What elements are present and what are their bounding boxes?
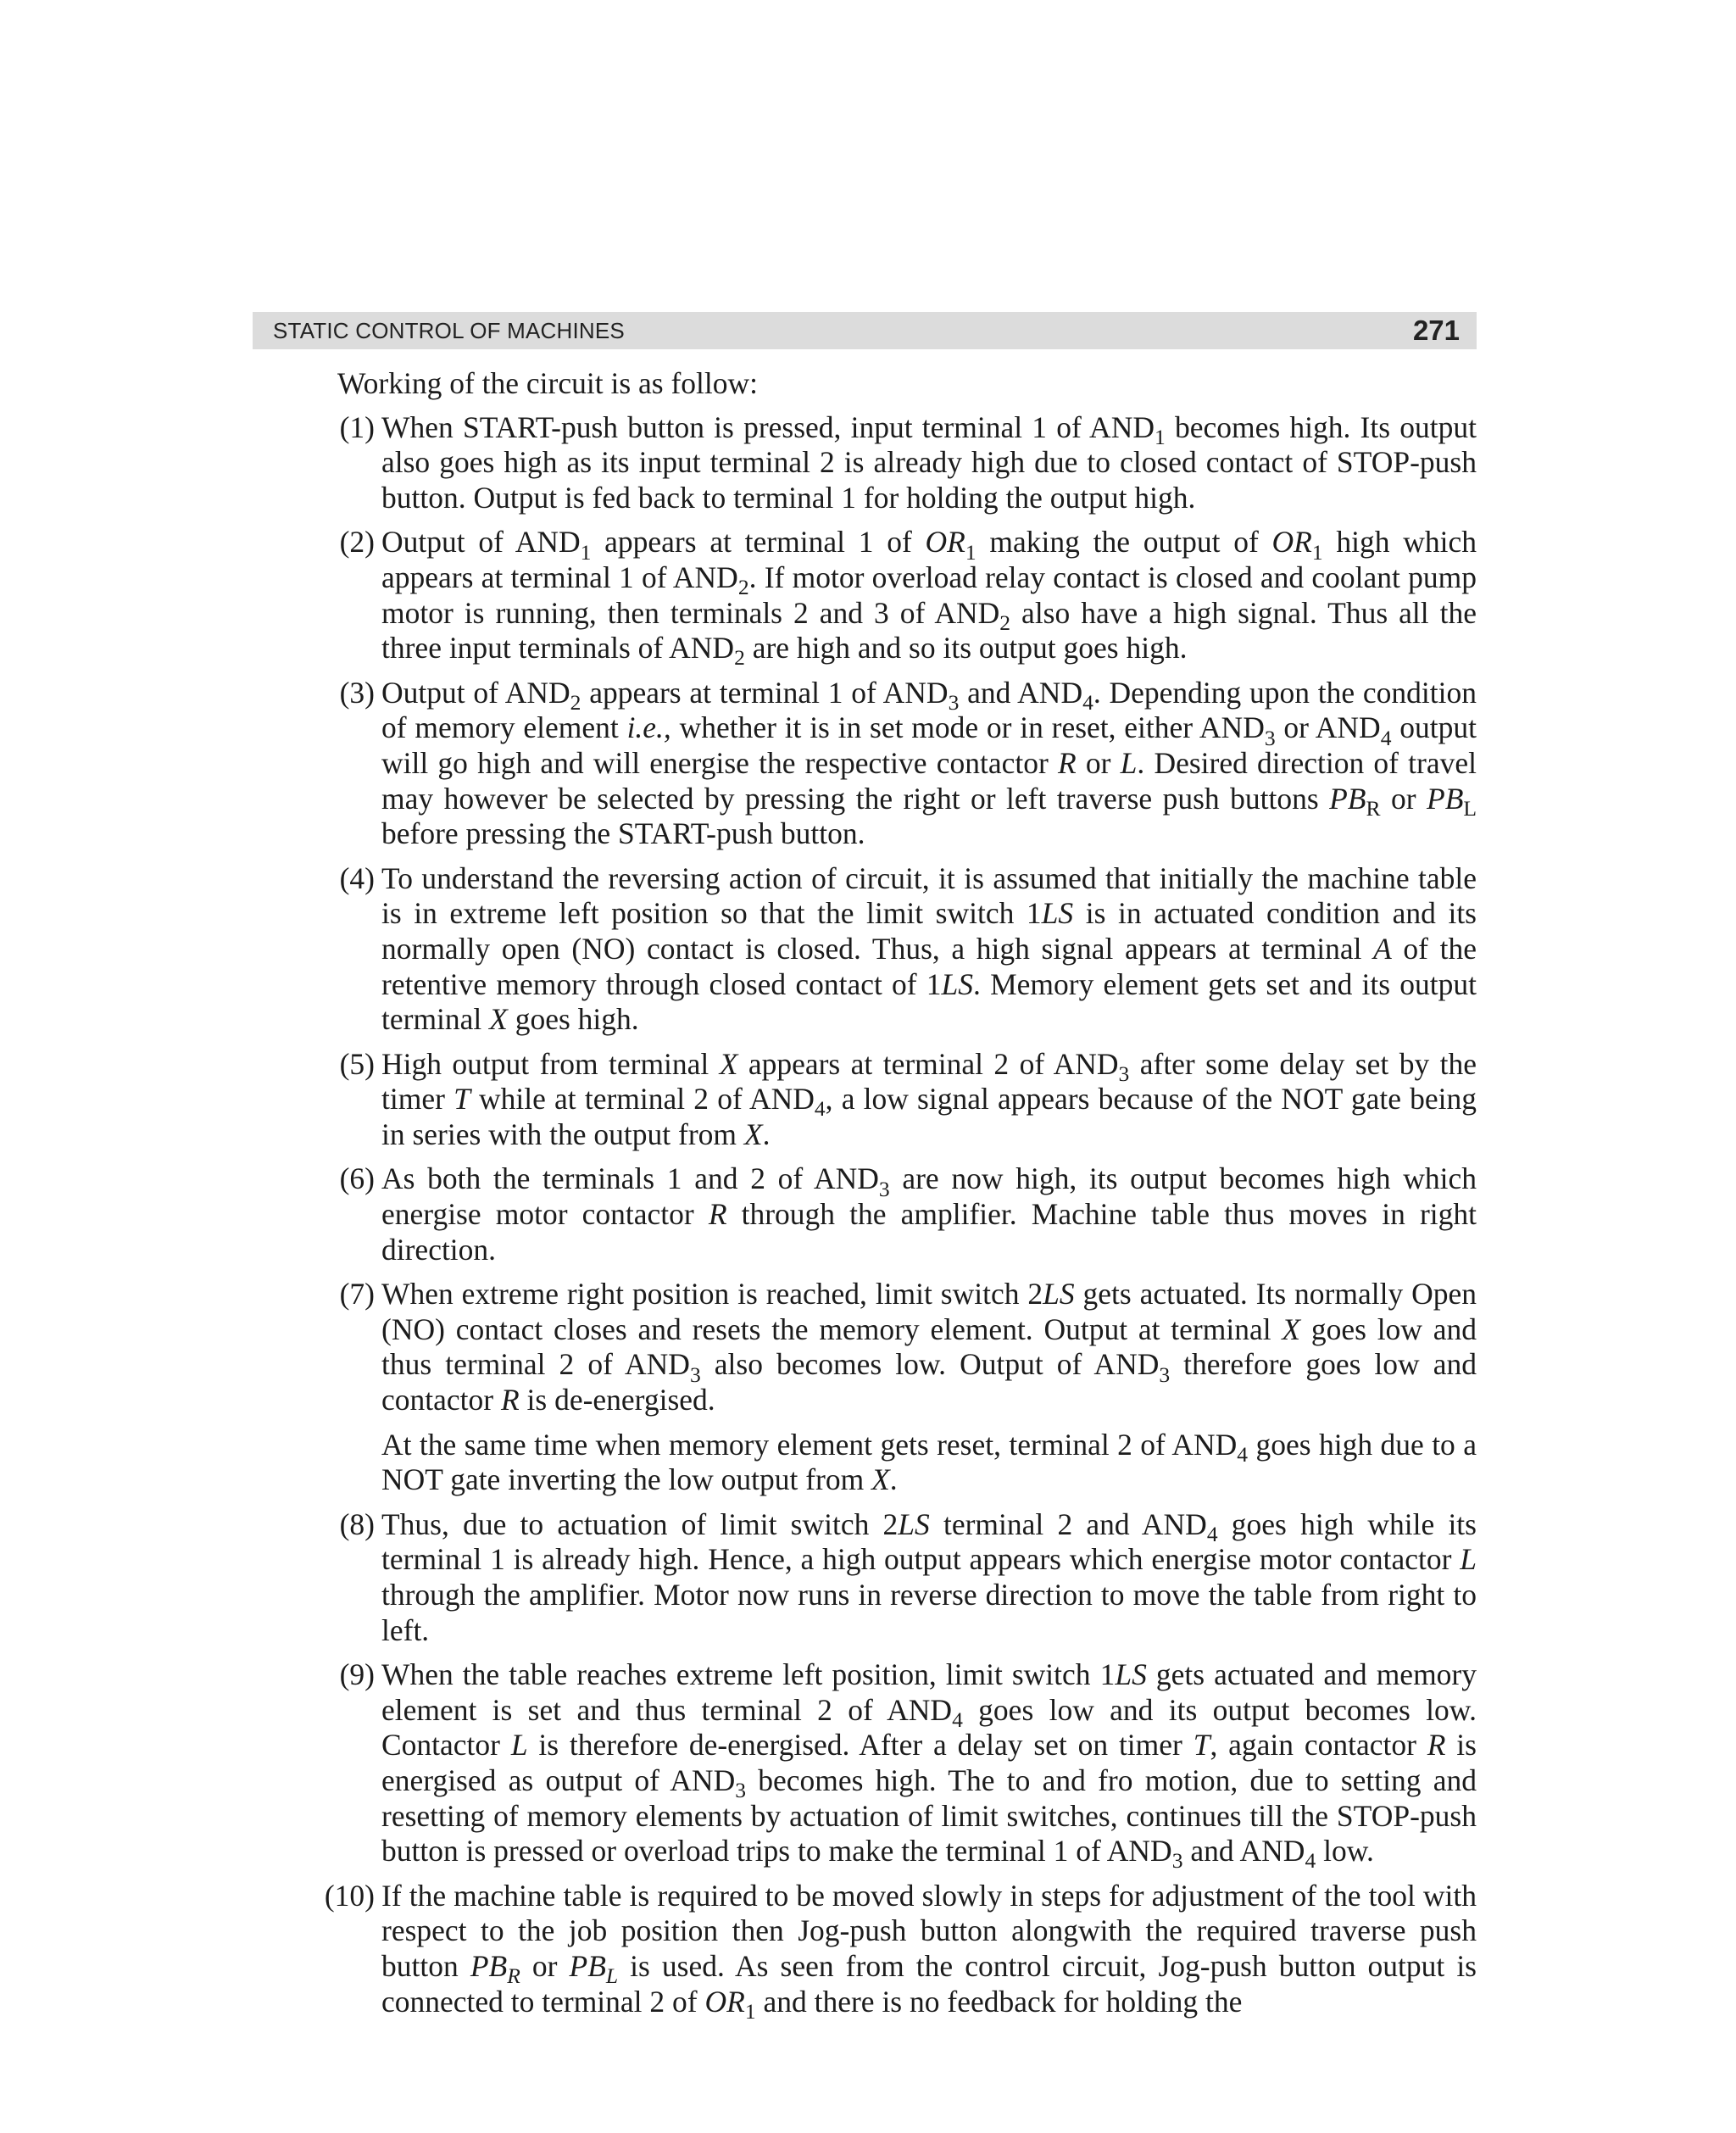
- item-number: (2): [339, 525, 375, 560]
- item-text: If the machine table is required to be moved slowly in steps for adjustment of the tool with respect to the job position then Jog-push button alongwith the required traverse push button $PB_R$ or $PB_L$ is used. As seen from the control circuit, Jog-push button output is connected to terminal 2 of $OR_1$ and there is no feedback for holding the: [381, 1878, 1477, 2024]
- item-text: Output of $AND_2$ appears at terminal 1 of $AND_3$ and $AND_4$. Depending upon the condition of memory element i.e., whether it is in set mode or in reset, either $AND_3$ or $AND_4$ output will go high and will energise the respective contactor R or L. Desired direction of travel may however be selected by pressing the right or left traverse push buttons $PB_R$ or $PB_L$ before pressing the START-push button.: [381, 675, 1477, 851]
- list-item: [329, 1277, 1477, 1498]
- item-text: To understand the reversing action of circuit, it is assumed that initially the machine table is in extreme left position so that the limit switch 1LS is in actuated condition and its normally open (NO) contact is closed. Thus, a high signal appears at terminal A of the retentive memory through closed contact of 1LS. Memory element gets set and its output terminal X goes high.: [381, 860, 1477, 1037]
- list-item: [329, 1047, 1477, 1153]
- item-text: When extreme right position is reached, limit switch 2LS gets actuated. Its normally Open (NO) contact closes and resets the memory element. Output at terminal X goes low and thus terminal 2 of $AND_3$ also becomes low. Output of $AND_3$ therefore goes low and contactor R is de-energised. At the same time when memory element gets reset, terminal 2 of $AND_4$ goes high due to a NOT gate inverting the low output from X.: [381, 1277, 1477, 1497]
- item-number: (6): [339, 1161, 375, 1196]
- page-number: 271: [1412, 315, 1460, 346]
- list-item: [329, 1507, 1477, 1648]
- item-number: (4): [339, 860, 375, 895]
- list-item: [324, 1878, 1477, 2024]
- list-item: [329, 525, 1477, 671]
- item-number: (8): [339, 1506, 375, 1541]
- item-number: (9): [339, 1657, 375, 1692]
- list-item: [329, 861, 1477, 1038]
- item-number: (3): [339, 675, 375, 710]
- item-number: (7): [339, 1277, 375, 1312]
- item-number: (10): [324, 1878, 375, 1913]
- item-text: When the table reaches extreme left position, limit switch 1LS gets actuated and memory element is set and thus terminal 2 of $AND_4$ goes low and its output becomes low. Contactor L is therefore de-energised. After a delay set on timer T, again contactor R is energised as output of $AND_3$ becomes high. The to and fro motion, due to setting and resetting of memory elements by actuation of limit switches, continues till the STOP-push button is pressed or overload trips to make the terminal 1 of $AND_3$ and $AND_4$ low.: [381, 1657, 1477, 1874]
- page-body: [324, 366, 1477, 2029]
- list-item: [329, 1657, 1477, 1874]
- item-number: (1): [339, 409, 375, 444]
- item-text: When START-push button is pressed, input terminal 1 of $AND_1$ becomes high. Its output also goes high as its input terminal 2 is already high due to closed contact of STOP-push button. Output is fed back to terminal 1 for holding the output high.: [381, 409, 1477, 515]
- running-title: STATIC CONTROL OF MACHINES: [273, 317, 625, 343]
- list-item: [329, 1161, 1477, 1267]
- item-text: High output from terminal X appears at terminal 2 of $AND_3$ after some delay set by the timer T while at terminal 2 of $AND_4$, a low signal appears because of the NOT gate being in series with the output from X.: [381, 1046, 1477, 1151]
- intro-sentence: Working of the circuit is as follow:: [337, 366, 759, 400]
- item-number: (5): [339, 1046, 375, 1081]
- item-text: As both the terminals 1 and 2 of $AND_3$ are now high, its output becomes high which energise motor contactor R through the amplifier. Machine table thus moves in right direction.: [381, 1161, 1477, 1267]
- item-text: Thus, due to actuation of limit switch 2LS terminal 2 and $AND_4$ goes high while its terminal 1 is already high. Hence, a high output appears which energise motor contactor L through the amplifier. Motor now runs in reverse direction to move the table from right to left.: [381, 1506, 1477, 1647]
- running-header: [253, 312, 1477, 349]
- list-item: [329, 410, 1477, 516]
- list-item: [329, 676, 1477, 852]
- item-text: Output of $AND_1$ appears at terminal 1 of $OR_1$ making the output of $OR_1$ high which appears at terminal 1 of $AND_2$. If motor overload relay contact is closed and coolant pump motor is running, then terminals 2 and 3 of $AND_2$ also have a high signal. Thus all the three input terminals of $AND_2$ are high and so its output goes high.: [381, 525, 1477, 671]
